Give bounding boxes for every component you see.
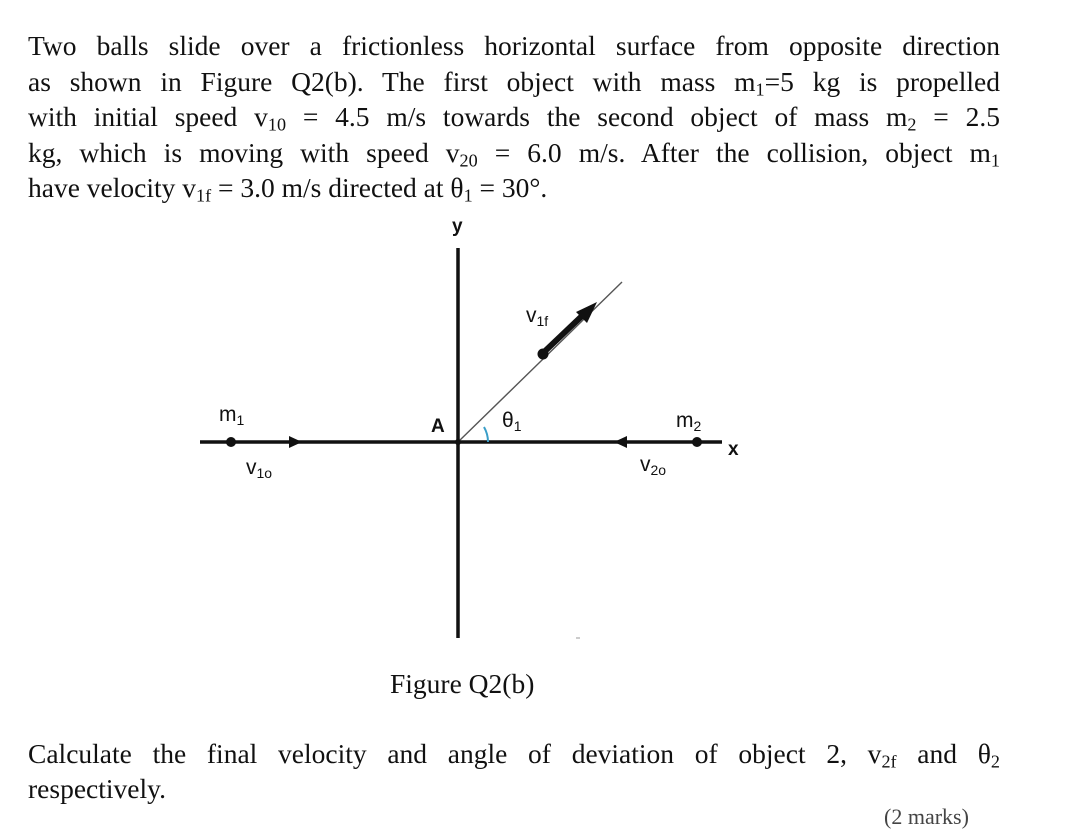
v1f-label: v1f xyxy=(526,304,549,329)
origin-label: A xyxy=(431,416,445,437)
problem-line-3: with initial speed $v_{10} = 4.5$ m/s towards the second object of mass $m_2 = 2.5$ xyxy=(28,101,1000,135)
theta-arc xyxy=(484,427,488,442)
v10-label: v1o xyxy=(246,456,273,481)
theta1-label: θ1 xyxy=(502,409,522,434)
v10-arrowhead xyxy=(289,436,302,448)
question-text xyxy=(28,736,1000,806)
problem-line-2: as shown in Figure Q2(b). The first object with mass $m_1=5$ kg is propelled xyxy=(28,65,1000,100)
mass2-ball xyxy=(692,437,702,447)
m2-label: m2 xyxy=(676,409,702,434)
question-line-2: respectively. xyxy=(28,773,166,804)
problem-line-5: have velocity $v_{1f} = 3.0$ m/s directed at $\theta_1 = 30^\circ$. xyxy=(28,172,548,206)
v1f-arrow-shaft xyxy=(543,314,584,353)
origin-dot xyxy=(455,439,461,445)
mass1-ball xyxy=(226,437,236,447)
problem-line-1: Two balls slide over a frictionless horizontal surface from opposite direction xyxy=(28,30,1000,61)
problem-line-4: kg, which is moving with speed $v_{20} = 6.0$ m/s. After the collision, object $m_1$ xyxy=(28,136,1000,171)
v20-arrowhead xyxy=(614,436,627,448)
mass1-final-dot xyxy=(538,349,549,360)
figure-caption: Figure Q2(b) xyxy=(390,668,535,699)
direction-line xyxy=(458,282,622,442)
m1-label: m1 xyxy=(219,403,245,428)
question-line-1: Calculate the final velocity and angle of deviation of object 2, $v_{2f}$ and $\theta_2$ xyxy=(28,738,1000,772)
marks-fragment: (2 marks) xyxy=(884,804,969,829)
y-axis-label: y xyxy=(452,216,463,237)
v20-label: v2o xyxy=(640,453,667,478)
x-axis-label: x xyxy=(728,439,739,460)
